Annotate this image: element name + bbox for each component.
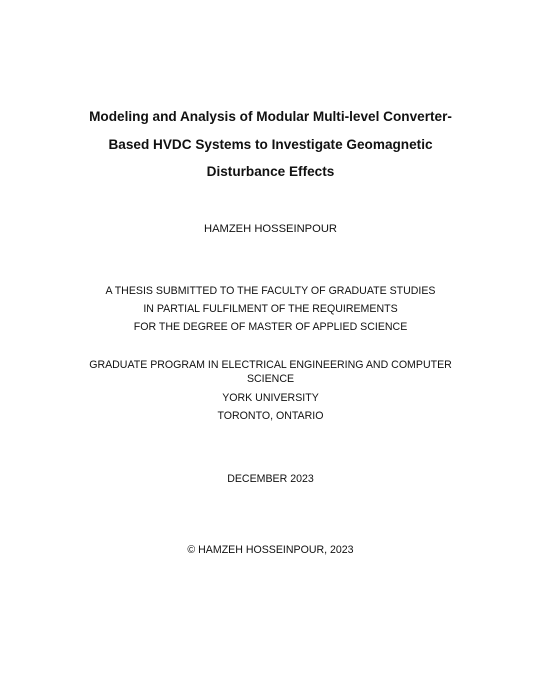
- submission-statement-line-1: A THESIS SUBMITTED TO THE FACULTY OF GRADUATE STUDIES: [105, 285, 436, 297]
- thesis-title-line-2: Based HVDC Systems to Investigate Geomagnetic: [108, 136, 433, 152]
- thesis-title-line-1: Modeling and Analysis of Modular Multi-level Converter-: [89, 109, 452, 124]
- thesis-title: [60, 103, 481, 186]
- submission-date: DECEMBER 2023: [227, 473, 314, 485]
- copyright-notice: © HAMZEH HOSSEINPOUR, 2023: [187, 544, 354, 556]
- program-name-line-2: SCIENCE: [246, 373, 295, 385]
- submission-statement-line-3: FOR THE DEGREE OF MASTER OF APPLIED SCIENCE: [133, 321, 408, 333]
- university-location: TORONTO, ONTARIO: [217, 410, 324, 422]
- submission-statement-line-2: IN PARTIAL FULFILMENT OF THE REQUIREMENTS: [143, 303, 398, 315]
- thesis-title-line-3: Disturbance Effects: [206, 164, 335, 179]
- author-name: HAMZEH HOSSEINPOUR: [203, 223, 338, 235]
- program-name-line-1: GRADUATE PROGRAM IN ELECTRICAL ENGINEERING AND COMPUTER: [89, 359, 452, 371]
- university-name: YORK UNIVERSITY: [222, 392, 319, 404]
